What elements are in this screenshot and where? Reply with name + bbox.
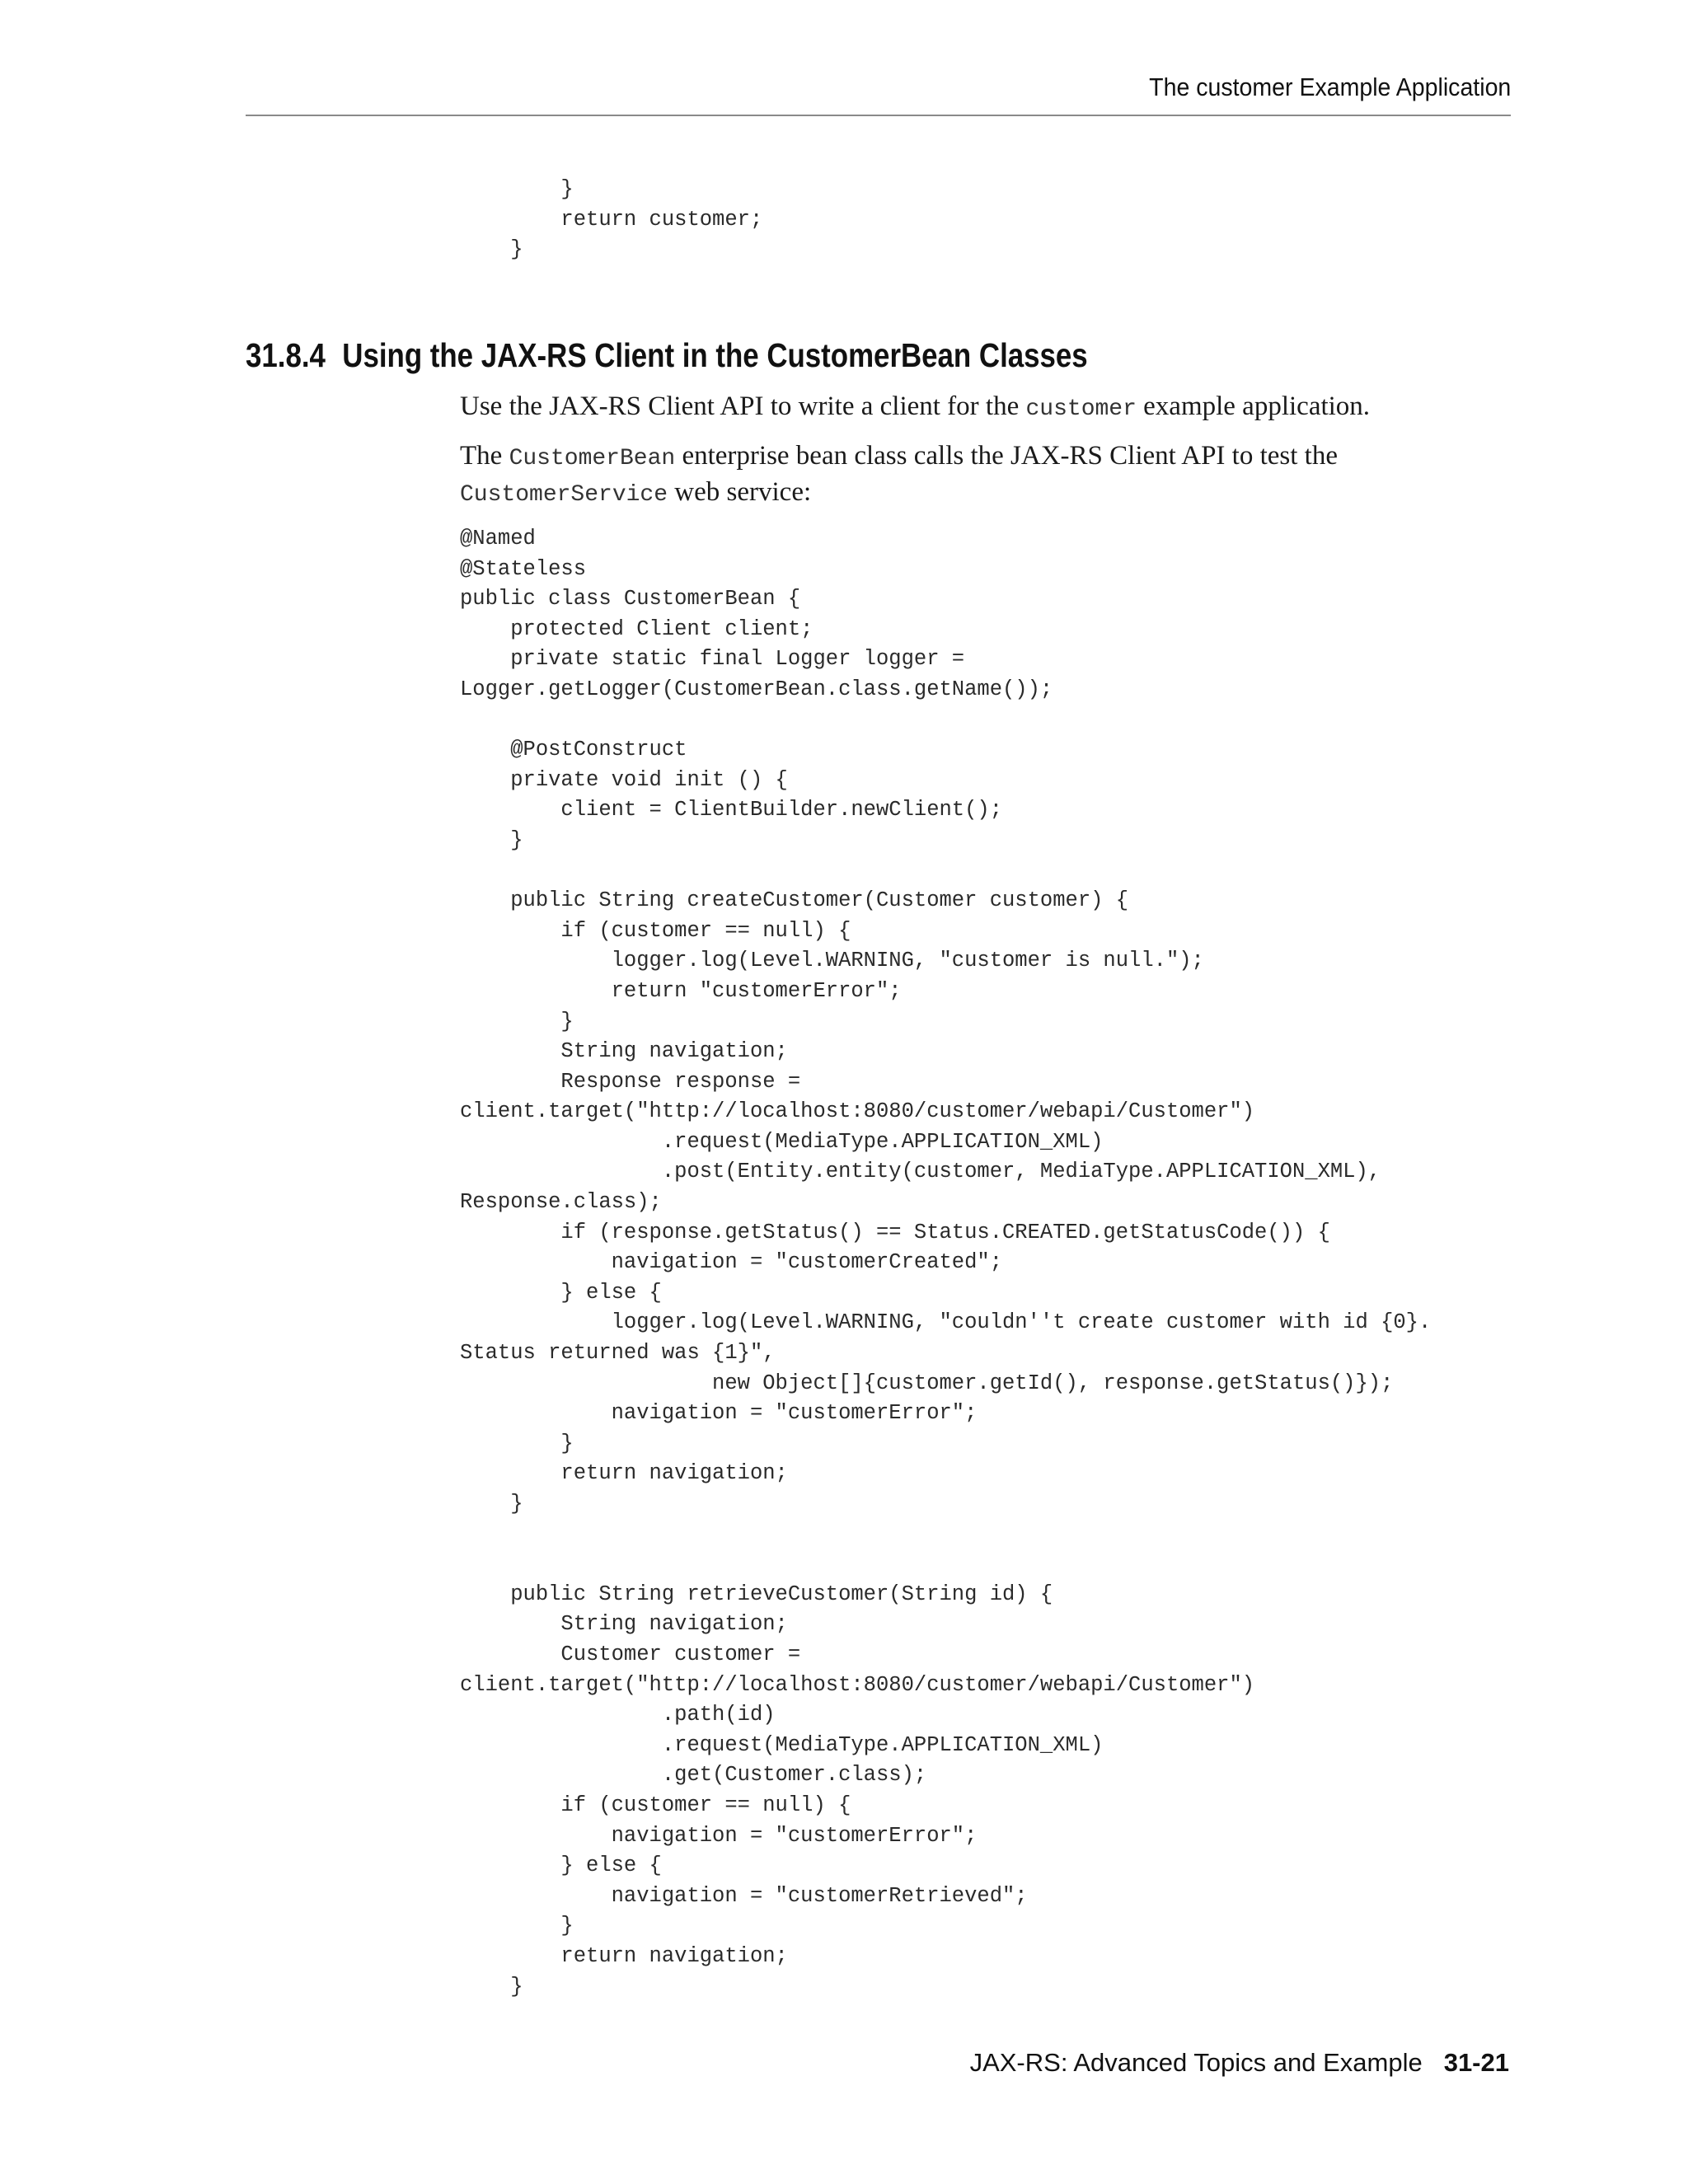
- section-title: Using the JAX-RS Client in the CustomerBean Classes: [342, 336, 1088, 374]
- code-block-customerbean: @Named @Stateless public class CustomerBean { protected Client client; private static final Logger logger = Logger.getLogger(CustomerBean.class.getName()); @PostConstruct private void init () { client = ClientBuilder.newClient(); } public String createCustomer(Customer customer) { if (customer == null) { logger.log(Level.WARNING, "customer is null."); return "customerError"; } String navigation; Response response = client.target("http://localhost:8080/customer/webapi/Customer") .request(MediaType.APPLICATION_XML) .post(Entity.entity(customer, MediaType.APPLICATION_XML), Response.class); if (response.getStatus() == Status.CREATED.getStatusCode()) { navigation = "customerCreated"; } else { logger.log(Level.WARNING, "couldn''t create customer with id {0}. Status returned was {1}", new Object[]{customer.getId(), response.getStatus()}); navigation = "customerError"; } return navigation; } public String retrieveCustomer(String id) { String navigation; Customer customer = client.target("http://localhost:8080/customer/webapi/Customer") .path(id) .request(MediaType.APPLICATION_XML) .get(Customer.class); if (customer == null) { navigation = "customerError"; } else { navigation = "customerRetrieved"; } return navigation; }: [460, 527, 1432, 1999]
- running-header: The customer Example Application: [1148, 73, 1511, 101]
- inline-code: customer: [1025, 396, 1137, 422]
- inline-code: CustomerBean: [509, 446, 676, 471]
- paragraph-text: Use the JAX-RS Client API to write a client for the: [460, 391, 1026, 421]
- code-block-continued: } return customer; }: [510, 177, 763, 262]
- inline-code: CustomerService: [460, 482, 668, 508]
- page-footer: [970, 2048, 1509, 2078]
- paragraph-intro: [460, 390, 1370, 426]
- paragraph-bean-description: [460, 439, 1338, 512]
- header-divider: [246, 115, 1511, 116]
- page-number: 31-21: [1443, 2048, 1509, 2077]
- section-heading: [246, 335, 1088, 376]
- section-number: 31.8.4: [246, 336, 326, 374]
- paragraph-text: example application.: [1136, 391, 1371, 421]
- footer-chapter-title: JAX-RS: Advanced Topics and Example: [969, 2048, 1423, 2077]
- paragraph-text: enterprise bean class calls the JAX-RS Client API to test the: [675, 441, 1338, 471]
- paragraph-text: The: [460, 441, 509, 471]
- paragraph-text: web service:: [668, 477, 812, 507]
